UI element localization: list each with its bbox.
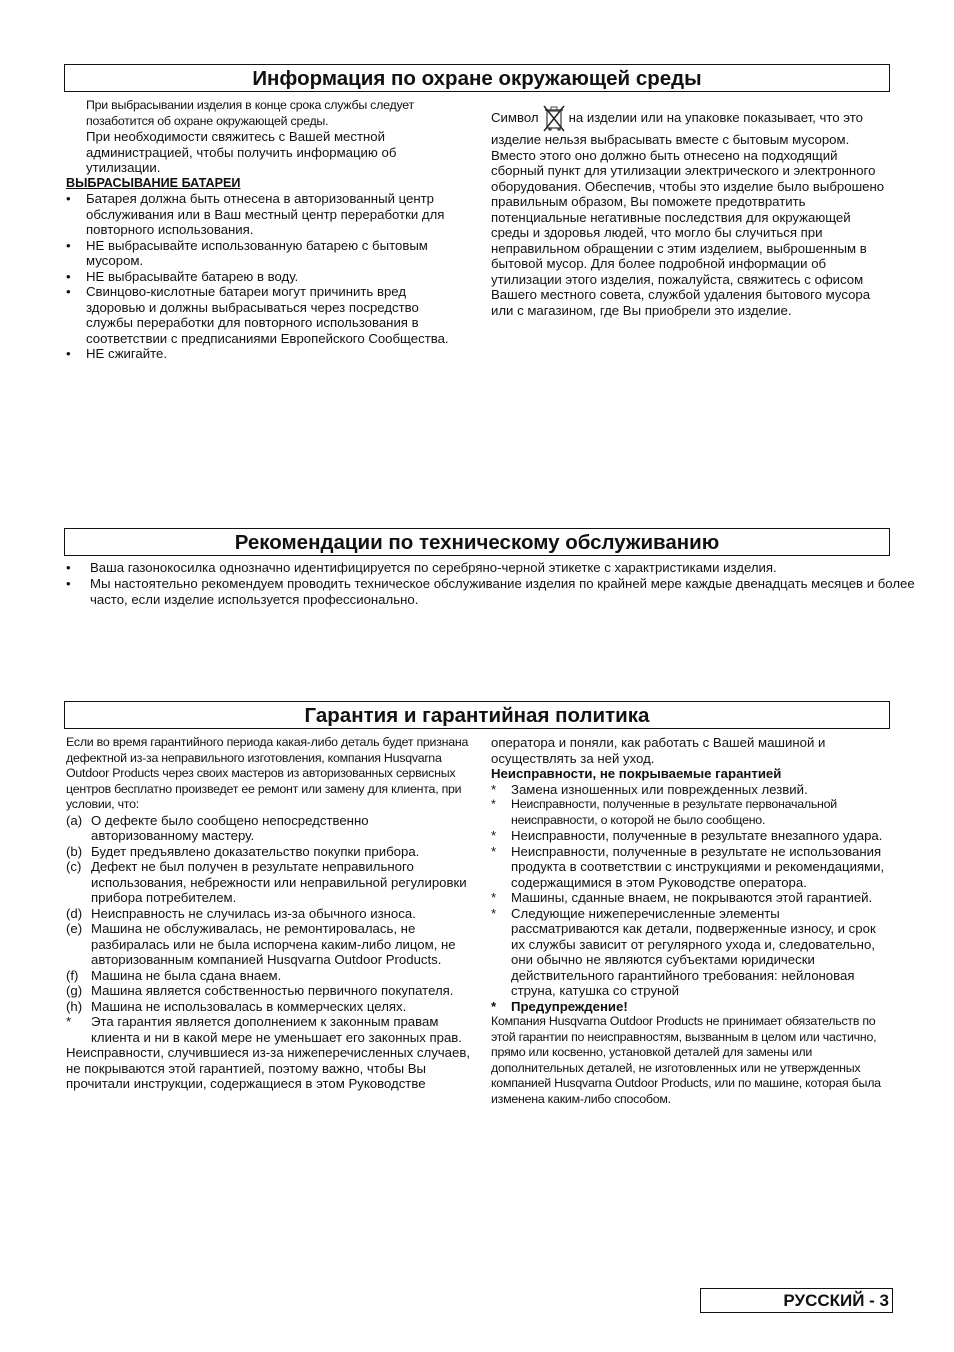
warranty-left-column <box>66 735 471 1092</box>
env-right-column <box>491 104 891 318</box>
warranty-condition: (h) Машина не использовалась в коммерческих целях. <box>66 998 407 1014</box>
not-covered-item: * Машины, сданные внаем, не покрываются этой гарантией. <box>491 890 873 905</box>
warranty-outro: Неисправности, случившиеся из-за нижеперечисленных случаев, не покрываются этой гарантией, поэтому важно, чтобы Вы прочитали инструкции, содержащиеся в этом Руководстве <box>66 1045 470 1091</box>
warranty-condition: * Эта гарантия является дополнением к законным правам клиента и ни в какой мере не уменьшает его законных прав. <box>66 1014 462 1045</box>
warranty-outro-cont: оператора и поняли, как работать с Вашей машиной и осуществлять за ней уход. <box>491 735 826 766</box>
env-intro-2: При необходимости свяжитесь с Вашей местной администрацией, чтобы получить информацию об утилизации. <box>86 129 397 175</box>
warranty-condition: (c) Дефект не был получен в результате неправильного использования, небрежности или неправильной регулировки прибора потребителем. <box>66 859 467 905</box>
crossed-out-wheelie-bin-icon <box>541 104 567 132</box>
battery-item: • Свинцово-кислотные батареи могут причинить вред здоровью и должны выбрасываться через посредство службы переработки для повторного использования в соответствии с предписаниями Европейского Сообщества. <box>66 284 449 346</box>
warranty-condition: (d) Неисправность не случилась из-за обычного износа. <box>66 905 416 921</box>
warranty-condition: (g) Машина является собственностью первичного покупателя. <box>66 983 454 998</box>
not-covered-item: * Неисправности, полученные в результате не использования продукта в соответствии с инструкциями и рекомендациями, содержащимися в этом Руководстве оператора. <box>491 843 885 890</box>
env-left-column <box>66 98 466 362</box>
warning-text: Компания Husqvarna Outdoor Products не принимает обязательств по этой гарантии по неисправностям, вызванным в целом или частично, прямо или косвенно, установкой деталей для замены или дополнительных деталей, не изготовленных или не утвержденных компанией Husqvarna Outdoor Products, или по машине, которая была изменена каким-либо способом. <box>491 1014 881 1106</box>
weee-paragraph: Символ на изделии или на упаковке показывает, что это изделие нельзя выбрасывать вместе с бытовым мусором. Вместо этого оно должно быть отнесено на подходящий сборный пункт для утилизации электрического и электронного оборудования. Обеспечив, чтобы это изделие было выброшено правильным образом, Вы поможете предотвратить потенциальные негативные последствия для окружающей среды и здоровья людей, что могло бы случиться при неправильном обращении с этим изделием, выброшенным в бытовой мусор. Для более подробной информации об утилизации этого изделия, пожалуйста, свяжитесь с офисом Вашего местного совета, службой удаления бытового мусора или с магазином, где Вы приобрели это изделие. <box>491 104 891 318</box>
battery-item: • НЕ выбрасывайте батарею в воду. <box>66 268 299 284</box>
battery-heading: ВЫБРАСЫВАНИЕ БАТАРЕИ <box>66 175 241 190</box>
maint-item: • Ваша газонокосилка однозначно идентифицируется по серебряно-черной этикетке с характристиками изделия. <box>66 560 777 575</box>
warranty-condition: (f) Машина не была сдана внаем. <box>66 967 282 983</box>
not-covered-item: * Следующие нижеперечисленные элементы рассматриваются как детали, подверженные износу, и срок их службы зависит от регулярного ухода и, следовательно, они обычно не являются субъектами юридически действительного гарантийного требования: нейлоновая струна, катушка со струной <box>491 905 876 998</box>
not-covered-item: * Замена изношенных или поврежденных лезвий. <box>491 781 808 797</box>
not-covered-heading: Неисправности, не покрываемые гарантией <box>491 766 782 781</box>
page-footer-label: РУССКИЙ - 3 <box>700 1288 893 1313</box>
warranty-section-title: Гарантия и гарантийная политика <box>64 701 890 729</box>
warranty-condition: (b) Будет предъявлено доказательство покупки прибора. <box>66 843 420 859</box>
warranty-condition: (e) Машина не обслуживалась, не ремонтировалась, не разбиралась или не была испорчена каким-либо лицом, не авторизованным компанией Husqvarna Outdoor Products. <box>66 921 456 967</box>
not-covered-item: * Неисправности, полученные в результате внезапного удара. <box>491 828 883 843</box>
maint-item: • Мы настоятельно рекомендуем проводить техническое обслуживание изделия по крайней мере каждые двенадцать месяцев и более часто, если изделие используется профессионально. <box>66 576 915 607</box>
battery-item: • Батарея должна быть отнесена в авторизованный центр обслуживания или в Ваш местный центр переработки для повторного использования. <box>66 191 445 237</box>
env-section-title: Информация по охране окружающей среды <box>64 64 890 92</box>
warranty-intro: Если во время гарантийного периода какая-либо деталь будет признана дефектной из-за неправильного изготовления, компания Husqvarna Outdoor Products через своих мастеров из авторизованных сервисных центров бесплатно произведет ее ремонт или замену для клиента, при условии, что: <box>66 735 469 811</box>
warranty-condition: (a) О дефекте было сообщено непосредственно авторизованному мастеру. <box>66 812 369 843</box>
maint-section-title: Рекомендации по техническому обслуживанию <box>64 528 890 556</box>
battery-item: • НЕ выбрасывайте использованную батарею с бытовым мусором. <box>66 237 428 268</box>
warning-label: * Предупреждение! <box>491 998 628 1014</box>
not-covered-item: * Неисправности, полученные в результате первоначальной неисправности, о которой не было сообщено. <box>491 797 837 827</box>
battery-item: • НЕ сжигайте. <box>66 346 168 361</box>
env-intro: При выбрасывании изделия в конце срока службы следует позаботится об охране окружающей среды. <box>86 98 414 128</box>
warranty-right-column <box>491 735 891 1107</box>
